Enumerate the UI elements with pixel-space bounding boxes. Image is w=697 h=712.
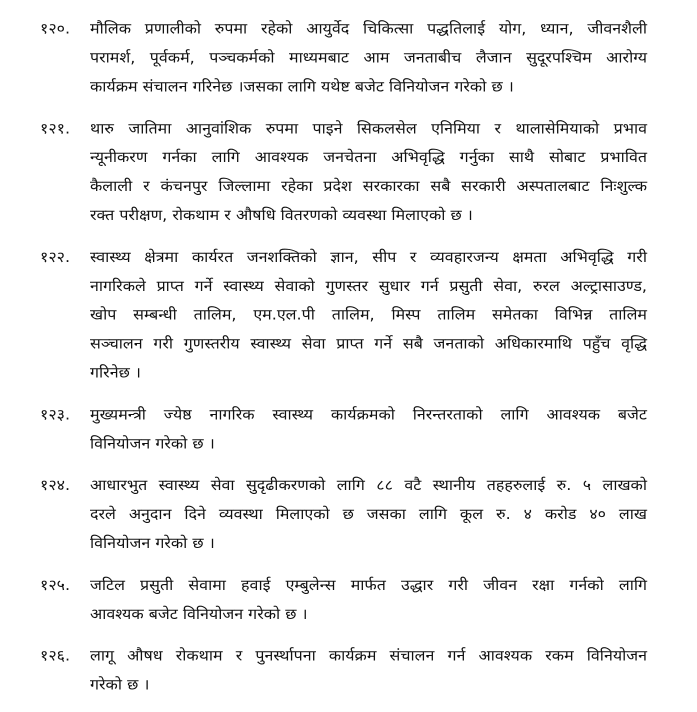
paragraph-text xyxy=(90,242,697,386)
text-line: रक्त परीक्षण, रोकथाम र औषधि वितरणको व्यवस्था मिलाएको छ । xyxy=(90,205,473,224)
text-line: आवश्यक बजेट विनियोजन गरेको छ । xyxy=(90,604,308,623)
paragraph-text xyxy=(90,570,697,628)
paragraph-text xyxy=(90,14,697,101)
paragraph-text xyxy=(90,400,697,458)
text-line: विनियोजन गरेको छ । xyxy=(90,434,215,452)
text-line: विनियोजन गरेको छ । xyxy=(90,534,215,552)
text-line: दरले अनुदान दिने व्यवस्था मिलाएको छ जसका लागि कूल रु. ४ करोड ४० लाख xyxy=(90,505,647,523)
text-line: न्यूनीकरण गर्नका लागि आवश्यक जनचेतना अभिवृद्धि गर्नुका साथै सोबाट प्रभावित xyxy=(90,148,647,166)
paragraph-number: १२१. xyxy=(40,119,71,138)
paragraph-number: १२३. xyxy=(40,405,71,424)
text-line: कार्यक्रम संचालन गरिनेछ ।जसका लागि यथेष्ट बजेट विनियोजन गरेको छ । xyxy=(90,77,514,96)
paragraph-124 xyxy=(0,471,697,558)
paragraph-text xyxy=(90,114,697,230)
paragraph-number: १२६. xyxy=(40,646,71,665)
text-line: गरेको छ । xyxy=(90,675,150,694)
paragraph-121 xyxy=(0,114,697,230)
text-line: खोप सम्बन्धी तालिम, एम.एल.पी तालिम, मिस्प तालिम समेतका विभिन्न तालिम xyxy=(90,305,647,324)
paragraph-text xyxy=(90,471,697,558)
text-line: स्वास्थ्य क्षेत्रमा कार्यरत जनशक्तिको ज्ञान, सीप र व्यवहारजन्य क्षमता अभिवृद्धि गरी xyxy=(90,247,647,266)
paragraph-120 xyxy=(0,14,697,101)
paragraph-125 xyxy=(0,570,697,628)
paragraph-number: १२४. xyxy=(40,476,71,494)
text-line: गरिनेछ । xyxy=(90,363,141,382)
paragraph-number: १२०. xyxy=(40,19,71,38)
text-line: मौलिक प्रणालीको रुपमा रहेको आयुर्वेद चिकित्सा पद्धतिलाई योग, ध्यान, जीवनशैली xyxy=(90,19,647,38)
text-line: आधारभुत स्वास्थ्य सेवा सुदृढीकरणको लागि ८८ वटै स्थानीय तहहरुलाई रु. ५ लाखको xyxy=(90,476,647,494)
paragraph-122 xyxy=(0,242,697,386)
paragraph-text xyxy=(90,641,697,699)
text-line: सञ्चालन गरी गुणस्तरीय स्वास्थ्य सेवा प्राप्त गर्ने सबै जनताको अधिकारमाथि पहुँच वृद्धि xyxy=(90,334,647,353)
text-line: जटिल प्रसुती सेवामा हवाई एम्बुलेन्स मार्फत उद्धार गरी जीवन रक्षा गर्नको लागि xyxy=(90,575,647,594)
paragraph-number: १२५. xyxy=(40,575,71,594)
text-line: लागू औषध रोकथाम र पुनर्स्थापना कार्यक्रम संचालन गर्न आवश्यक रकम विनियोजन xyxy=(90,646,647,665)
text-line: परामर्श, पूर्वकर्म, पञ्चकर्मको माध्यमबाट आम जनताबीच लैजान सुदूरपश्चिम आरोग्य xyxy=(90,48,647,67)
paragraph-126 xyxy=(0,641,697,699)
text-line: थारु जातिमा आनुवांशिक रुपमा पाइने सिकलसेल एनिमिया र थालासेमियाको प्रभाव xyxy=(90,119,647,138)
paragraph-123 xyxy=(0,400,697,458)
document-page xyxy=(0,14,697,712)
paragraph-number: १२२. xyxy=(40,247,71,266)
text-line: नागरिकले प्राप्त गर्ने स्वास्थ्य सेवाको गुणस्तर सुधार गर्न प्रसुती सेवा, रुरल अल्ट्रासाउण्ड, xyxy=(90,276,647,295)
text-line: मुख्यमन्त्री ज्येष्ठ नागरिक स्वास्थ्य कार्यक्रमको निरन्तरताको लागि आवश्यक बजेट xyxy=(90,405,647,424)
text-line: कैलाली र कंचनपुर जिल्लामा रहेका प्रदेश सरकारका सबै सरकारी अस्पतालबाट निःशुल्क xyxy=(90,177,647,195)
